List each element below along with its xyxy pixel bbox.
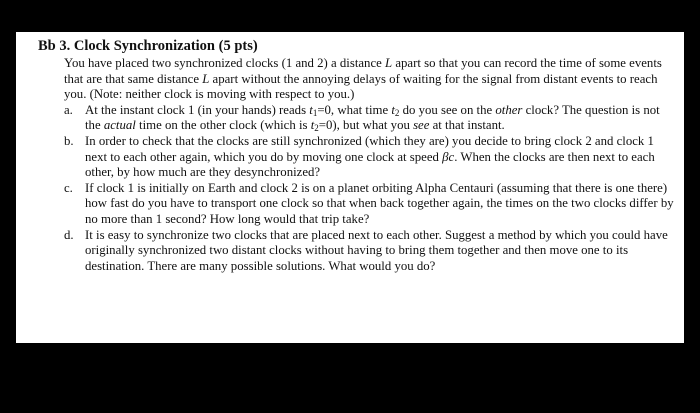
question-text: At the instant clock 1 (in your hands) reads xyxy=(85,102,310,117)
question-letter: c. xyxy=(64,180,73,195)
intro-text: apart so that you can record the time of some events that are that same distance xyxy=(64,56,662,86)
question-text: It is easy to synchronize two clocks that are placed next to each other. Suggest a method by which you could have originally synchronized two distant clocks without having to bring them together and then move one to its destination. There are many possible solutions. What would you do? xyxy=(85,227,668,273)
time-symbol: t xyxy=(309,102,313,117)
question-text: =0), but what you xyxy=(318,118,414,133)
subscript: 2 xyxy=(314,123,319,134)
speed-symbol: βc xyxy=(442,149,455,164)
question-text: . When the clocks are then next to each other, by how much are they desynchronized? xyxy=(85,149,655,180)
question-a xyxy=(38,103,678,134)
emphasis: other xyxy=(495,102,523,117)
question-text: at that instant. xyxy=(429,118,505,133)
subscript: 2 xyxy=(394,107,400,118)
problem-title: Bb 3. Clock Synchronization (5 pts) xyxy=(38,38,258,54)
distance-symbol: L xyxy=(385,56,393,70)
distance-symbol: L xyxy=(202,71,210,86)
intro-text: apart without the annoying delays of waiting for the signal from distant events to reach you. (Note: neither clock is moving with respect to you.) xyxy=(64,71,658,102)
question-b xyxy=(38,134,678,181)
intro-text: You have placed two synchronized clocks (1 and 2) a distance xyxy=(64,56,386,70)
question-d xyxy=(38,228,678,275)
question-text: clock? The question is not the xyxy=(85,102,660,133)
question-text: do you see on the xyxy=(399,102,496,117)
question-text: If clock 1 is initially on Earth and clock 2 is on a planet orbiting Alpha Centauri (assuming that there is one there) how fast do you have to transport one clock so that when back together again, the times on the two clocks differ by no more than 1 second? How long would that trip take? xyxy=(85,180,674,226)
time-symbol: t xyxy=(310,118,315,133)
document-page xyxy=(16,32,684,343)
subscript: 1 xyxy=(312,107,318,118)
question-letter: b. xyxy=(64,133,74,148)
question-text: time on the other clock (which is xyxy=(135,118,311,133)
question-letter: a. xyxy=(64,102,73,117)
question-letter: d. xyxy=(64,227,74,242)
question-text: In order to check that the clocks are still synchronized (which they are) you decide to bring clock 2 and clock 1 next to each other again, which you do by moving one clock at speed xyxy=(85,133,654,164)
time-symbol: t xyxy=(391,102,395,117)
problem-content xyxy=(38,38,678,274)
problem-intro xyxy=(38,56,678,103)
question-text: =0, what time xyxy=(317,102,392,117)
emphasis: see xyxy=(413,118,430,133)
emphasis: actual xyxy=(103,118,136,133)
question-c xyxy=(38,181,678,228)
